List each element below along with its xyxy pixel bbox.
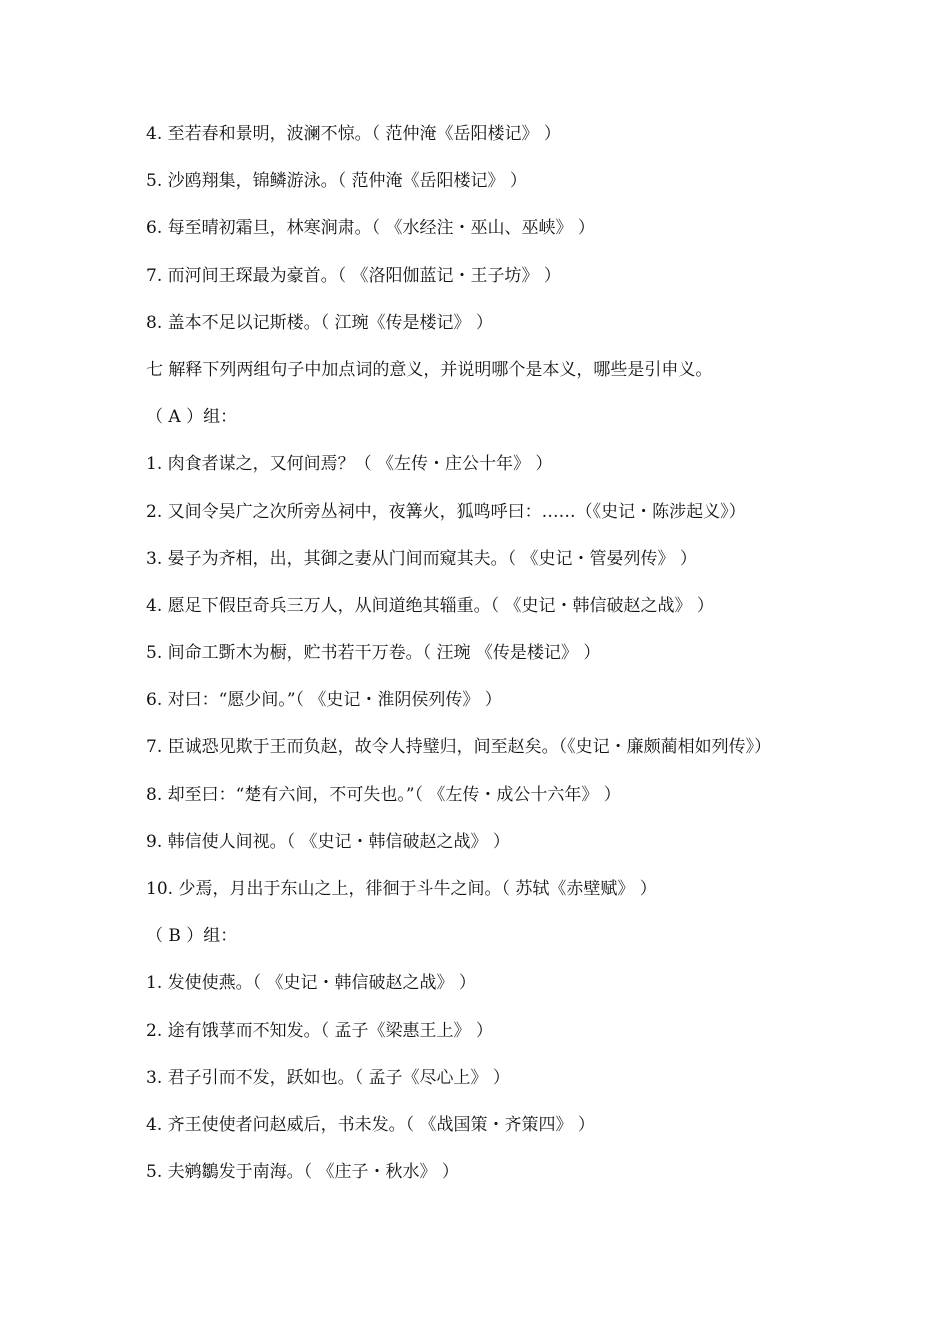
text-line: 4. 愿足下假臣奇兵三万人，从间道绝其辎重。（ 《史记・韩信破赵之战》 ） [146,595,714,616]
text-line: 6. 对曰：“愿少间。”（ 《史记・淮阴侯列传》 ） [146,690,502,711]
text-line: 9. 韩信使人间视。（ 《史记・韩信破赵之战》 ） [146,831,510,852]
text-line: 4. 齐王使使者问赵威后，书未发。（ 《战国策・齐策四》 ） [146,1114,595,1135]
text-line: 8. 盖本不足以记斯楼。（ 江琬《传是楼记》 ） [146,312,493,333]
text-line: 10. 少焉，月出于东山之上，徘徊于斗牛之间。（ 苏轼《赤壁赋》 ） [146,879,657,899]
section-heading: 七 解释下列两组句子中加点词的意义，并说明哪个是本义，哪些是引申义。 [146,359,713,380]
group-label: （ A ）组： [146,407,238,428]
text-line: 4. 至若春和景明，波澜不惊。（ 范仲淹《岳阳楼记》 ） [146,124,561,144]
text-line: 6. 每至晴初霜旦，林寒涧肃。（ 《水经注・巫山、巫峡》 ） [146,218,595,239]
text-line: 3. 晏子为齐相，出，其御之妻从门间而窥其夫。（ 《史记・管晏列传》 ） [146,548,697,569]
text-line: 8. 却至曰：“楚有六间，不可失也。”（ 《左传・成公十六年》 ） [146,784,621,805]
text-line: 5. 间命工斲木为橱，贮书若干万卷。（ 汪琬 《传是楼记》 ） [146,643,601,664]
text-line: 5. 沙鸥翔集，锦鳞游泳。（ 范仲淹《岳阳楼记》 ） [146,171,527,192]
text-line: 5. 夫鹓鶵发于南海。（ 《庄子・秋水》 ） [146,1162,459,1183]
text-line: 7. 臣诚恐见欺于王而负赵，故令人持璧归，间至赵矣。（《史记・廉颇蔺相如列传》） [146,737,772,758]
group-label: （ B ）组： [146,926,238,947]
text-line: 3. 君子引而不发，跃如也。（ 孟子《尽心上》 ） [146,1067,510,1088]
text-line: 7. 而河间王琛最为豪首。（ 《洛阳伽蓝记・王子坊》 ） [146,265,561,286]
text-line: 1. 发使使燕。（ 《史记・韩信破赵之战》 ） [146,973,476,994]
document-body [146,122,816,1207]
text-line: 1. 肉食者谋之，又何间焉？（ 《左传・庄公十年》 ） [146,454,553,475]
text-line: 2. 又间令吴广之次所旁丛祠中，夜篝火，狐鸣呼曰：……（《史记・陈涉起义》） [146,501,746,522]
text-line: 2. 途有饿莩而不知发。（ 孟子《梁惠王上》 ） [146,1020,493,1041]
